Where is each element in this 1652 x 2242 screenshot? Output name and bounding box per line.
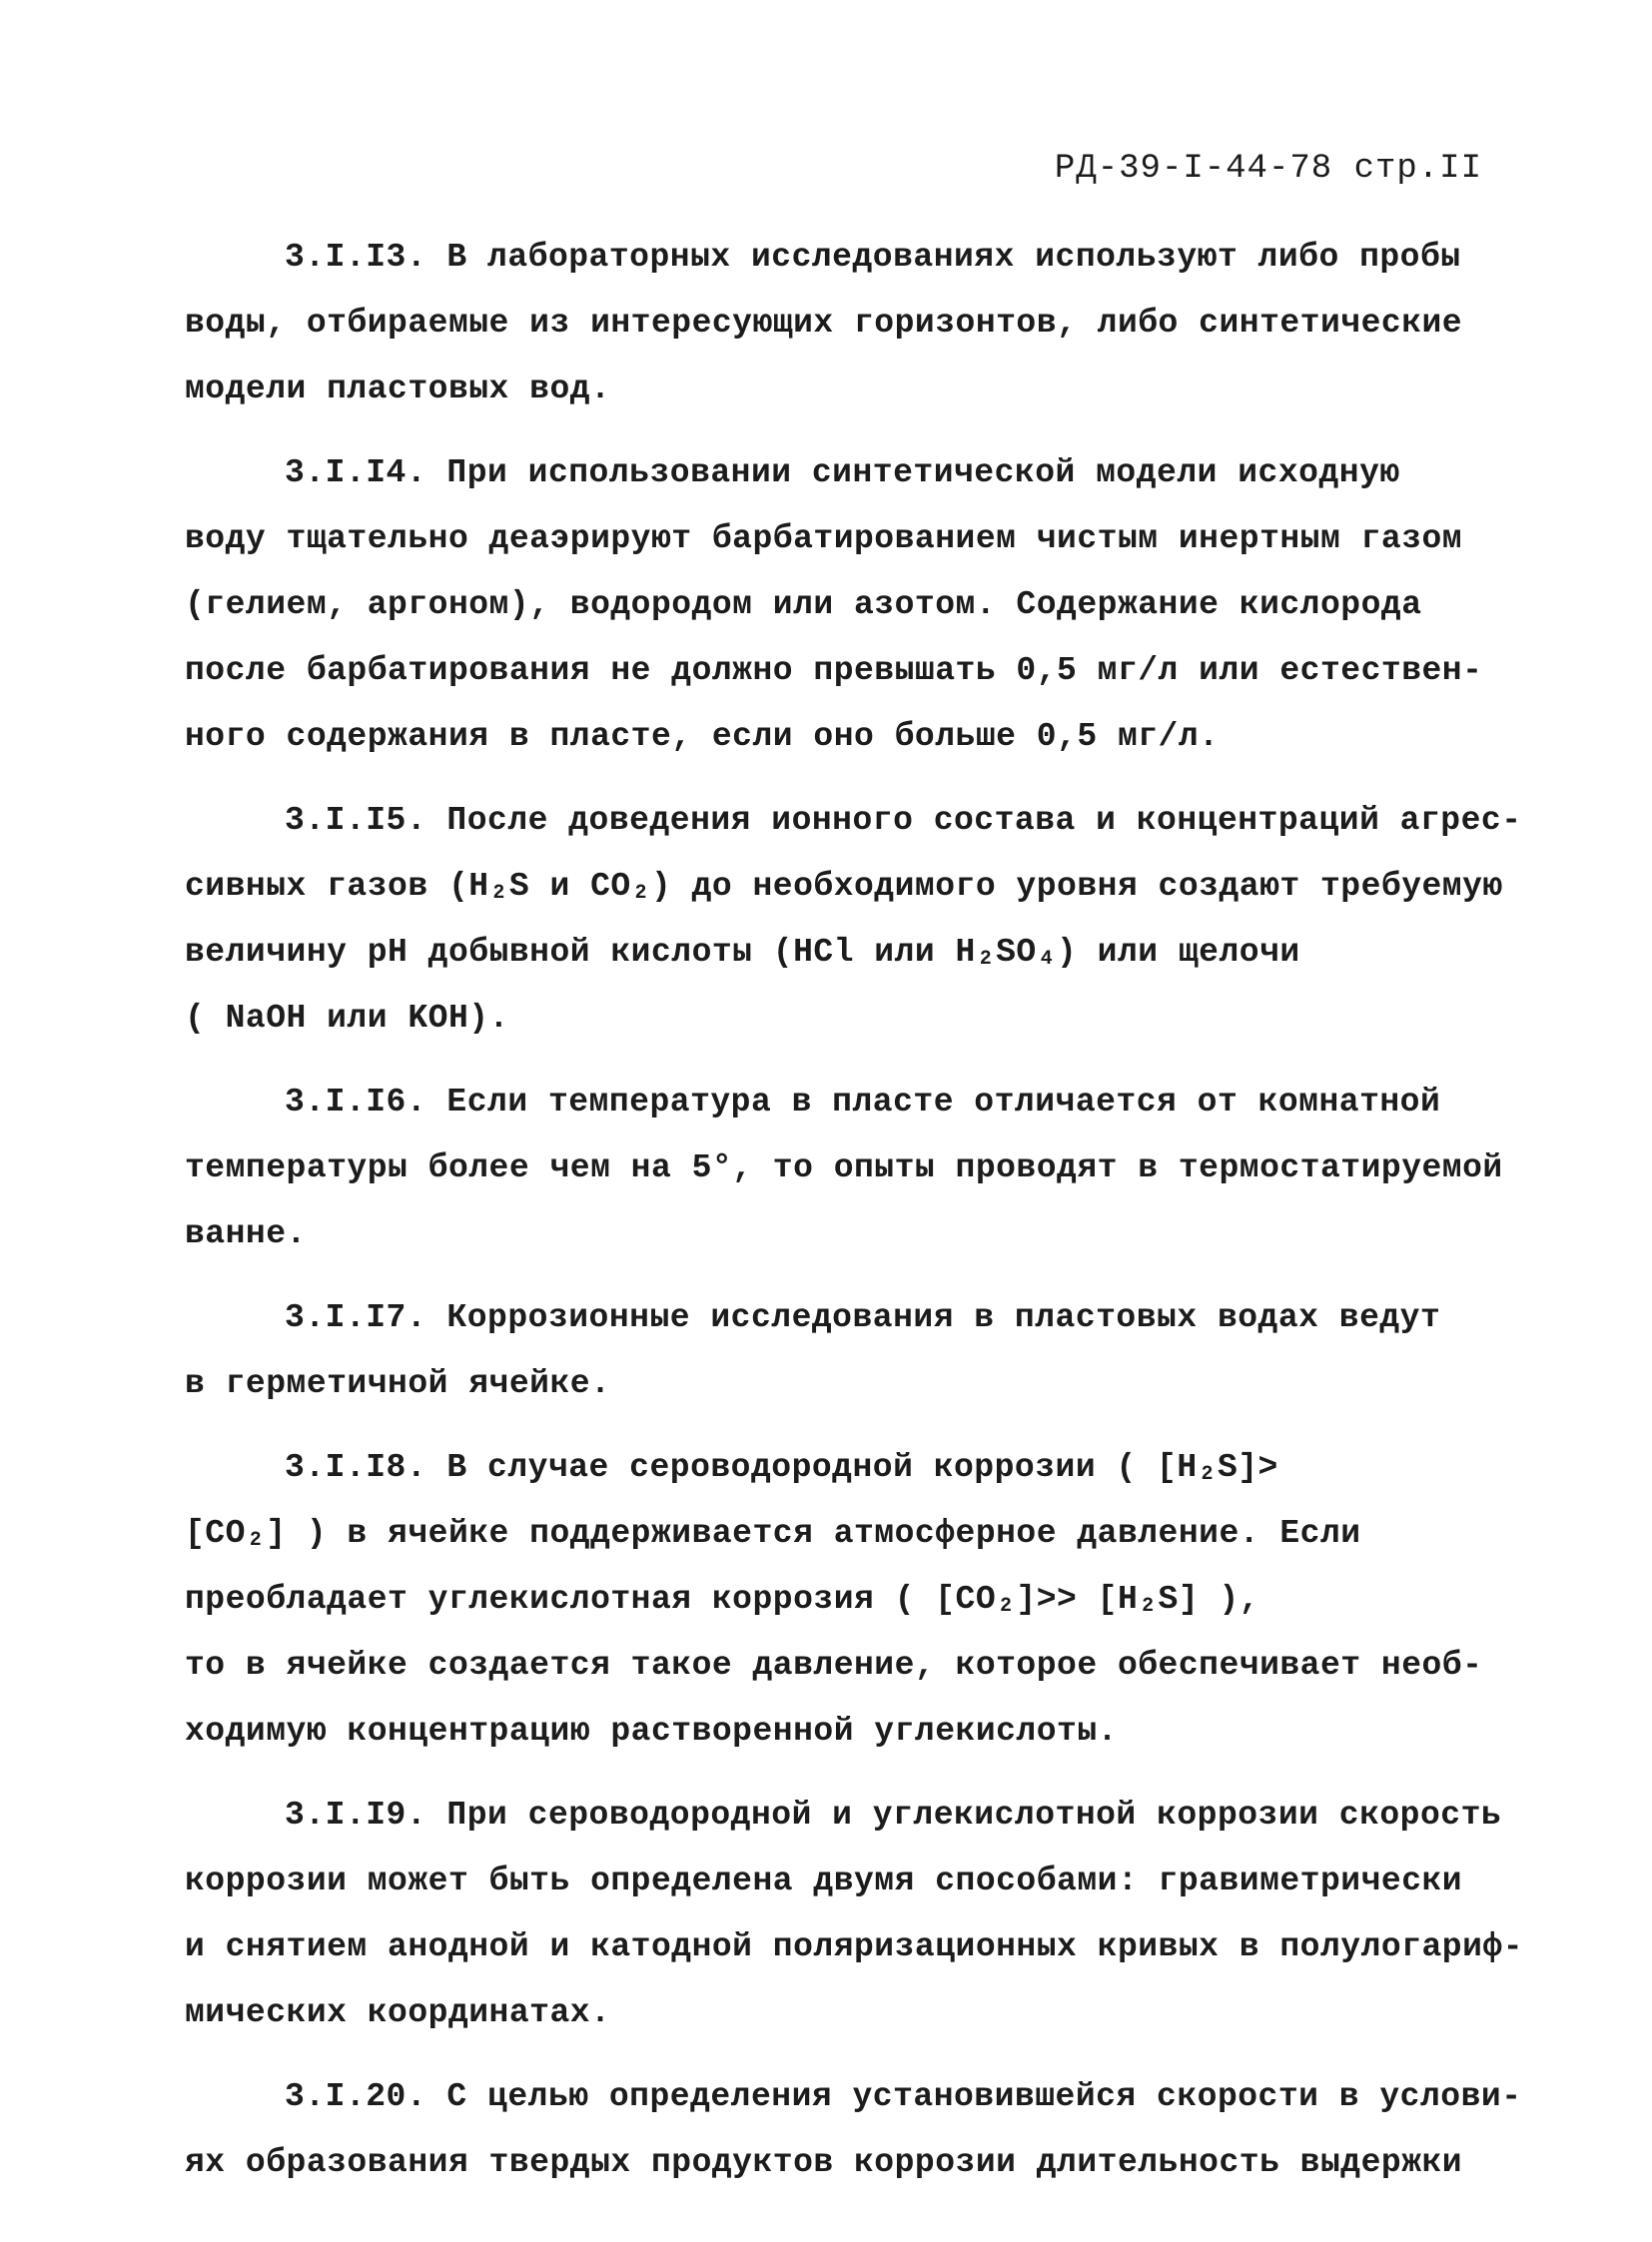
text-line: величину pH добывной кислоты (HCl или H₂SO₄) или щелочи xyxy=(185,934,1300,971)
page-header-doc-ref: РД-39-I-44-78 стр.II xyxy=(1054,150,1482,188)
text-line: ного содержания в пласте, если оно больше 0,5 мг/л. xyxy=(185,718,1220,755)
paragraph-3-1-15 xyxy=(185,788,1522,1052)
text-line: воды, отбираемые из интересующих горизонтов, либо синтетические xyxy=(185,305,1463,342)
paragraph-3-1-17 xyxy=(185,1285,1513,1417)
text-line: (гелием, аргоном), водородом или азотом. Содержание кислорода xyxy=(185,586,1422,623)
text-line: коррозии может быть определена двумя способами: гравиметрически xyxy=(185,1863,1463,1899)
text-line: модели пластовых вод. xyxy=(185,371,611,407)
text-line: после барбатирования не должно превышать 0,5 мг/л или естествен- xyxy=(185,652,1483,689)
text-line: 3.I.I3. В лабораторных исследованиях используют либо пробы xyxy=(285,239,1461,276)
paragraph-3-1-18 xyxy=(185,1435,1513,1765)
paragraph-3-1-13 xyxy=(185,225,1513,422)
paragraph-3-1-20 xyxy=(185,2064,1522,2196)
text-line: сивных газов (H₂S и CO₂) до необходимого уровня создают требуемую xyxy=(185,868,1503,905)
text-line: ванне. xyxy=(185,1215,307,1252)
document-body xyxy=(185,225,1524,2214)
text-line: ях образования твердых продуктов коррозии длительность выдержки xyxy=(185,2144,1463,2181)
text-line: температуры более чем на 5°, то опыты проводят в термостатируемой xyxy=(185,1149,1503,1186)
text-line: 3.I.I5. После доведения ионного состава и концентраций агрес- xyxy=(285,802,1522,839)
text-line: 3.I.I9. При сероводородной и углекислотной коррозии скорость xyxy=(285,1797,1502,1834)
text-line: ( NaOH или KOH). xyxy=(185,1000,509,1037)
text-line: в герметичной ячейке. xyxy=(185,1365,611,1402)
text-line: 3.I.I7. Коррозионные исследования в пластовых водах ведут xyxy=(285,1299,1441,1336)
text-line: 3.I.I4. При использовании синтетической модели исходную xyxy=(285,454,1400,491)
text-line: 3.I.I6. Если температура в пласте отличается от комнатной xyxy=(285,1084,1441,1121)
paragraph-3-1-16 xyxy=(185,1070,1513,1267)
text-line: [CO₂] ) в ячейке поддерживается атмосферное давление. Если xyxy=(185,1515,1361,1552)
paragraph-3-1-19 xyxy=(185,1783,1524,2046)
text-line: и снятием анодной и катодной поляризационных кривых в полулогариф- xyxy=(185,1928,1524,1965)
paragraph-3-1-14 xyxy=(185,440,1513,770)
text-line: мических координатах. xyxy=(185,1994,611,2031)
text-line: ходимую концентрацию растворенной углекислоты. xyxy=(185,1713,1118,1750)
text-line: преобладает углекислотная коррозия ( [CO₂]>> [H₂S] ), xyxy=(185,1581,1260,1618)
text-line: то в ячейке создается такое давление, которое обеспечивает необ- xyxy=(185,1647,1483,1684)
text-line: 3.I.I8. В случае сероводородной коррозии ( [H₂S]> xyxy=(285,1449,1278,1486)
text-line: 3.I.20. С целью определения установившейся скорости в услови- xyxy=(285,2078,1522,2115)
text-line: воду тщательно деаэрируют барбатированием чистым инертным газом xyxy=(185,520,1463,557)
